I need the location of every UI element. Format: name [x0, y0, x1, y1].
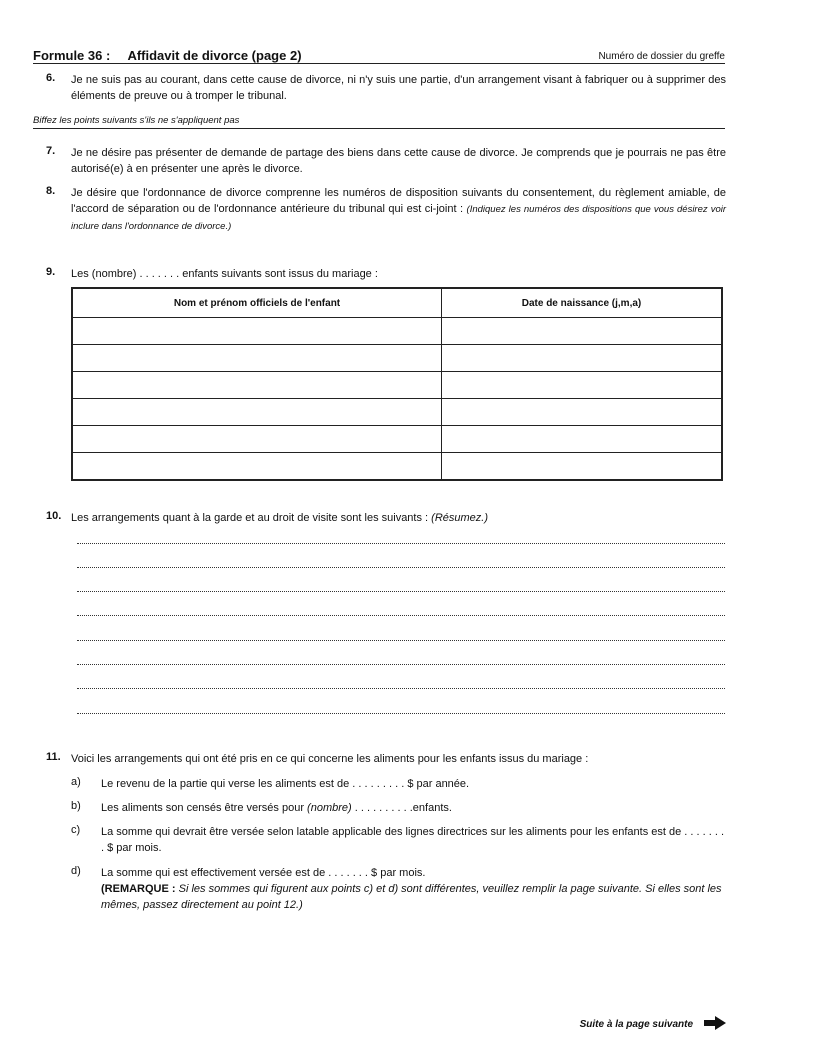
table-row — [72, 372, 722, 399]
table-header-row — [72, 288, 722, 318]
item-8-note: (Indiquez les numéros des dispositions que vous désirez voir inclure dans l'ordonnance de divorce.) — [71, 204, 727, 232]
header-divider — [33, 63, 725, 64]
col-birth-date: Date de naissance (j,m,a) — [442, 288, 723, 318]
item-10-main: Les arrangements quant à la garde et au droit de visite sont les suivants : — [71, 512, 429, 524]
birth-date-cell[interactable] — [442, 453, 723, 481]
sub-b-em: (nombre) — [307, 802, 352, 814]
birth-date-cell[interactable] — [442, 345, 723, 372]
table-row — [72, 426, 722, 453]
dotted-line[interactable] — [77, 615, 725, 616]
col-child-name: Nom et prénom officiels de l'enfant — [72, 288, 442, 318]
sub-a-label: a) — [71, 776, 81, 788]
sub-b-part1: Les aliments son censés être versés pour — [101, 802, 308, 814]
sub-d-text — [101, 865, 727, 913]
sub-c-label: c) — [71, 824, 81, 836]
sub-b-label: b) — [71, 800, 81, 812]
sub-d-main: La somme qui est effectivement versée est de . . . . . . . $ par mois. — [101, 867, 426, 879]
form-title-text: Affidavit de divorce (page 2) — [127, 48, 302, 63]
sub-b-part2: . . . . . . . . . .enfants. — [351, 802, 452, 814]
dotted-line[interactable] — [77, 567, 725, 568]
sub-b-text — [101, 800, 727, 816]
strike-note: Biffez les points suivants s'ils ne s'appliquent pas — [33, 115, 240, 126]
next-page-note: Suite à la page suivante — [579, 1019, 693, 1030]
child-name-cell[interactable] — [72, 453, 442, 481]
sub-d-remark — [101, 881, 727, 913]
remark-label: (REMARQUE : — [101, 883, 176, 895]
form-number: Formule 36 : — [33, 48, 111, 63]
dotted-line[interactable] — [77, 591, 725, 592]
dotted-line[interactable] — [77, 688, 725, 689]
item-9-text: Les (nombre) . . . . . . . enfants suivants sont issus du mariage : — [71, 268, 378, 280]
remark-text: Si les sommes qui figurent aux points c) et d) sont différentes, veuillez remplir la page suivante. Si elles sont les mêmes, passez directement au point 12.) — [101, 883, 722, 911]
birth-date-cell[interactable] — [442, 399, 723, 426]
arrow-right-icon — [704, 1016, 726, 1030]
child-name-cell[interactable] — [72, 399, 442, 426]
item-7-text: Je ne désire pas présenter de demande de partage des biens dans cette cause de divorce. Je comprends que je pourrais ne pas être autorisé(e) à en présenter une après le divorce. — [71, 147, 726, 175]
item-7-number: 7. — [46, 145, 56, 157]
item-11-text: Voici les arrangements qui ont été pris en ce qui concerne les aliments pour les enfants issus du mariage : — [71, 753, 589, 765]
item-8-main: Je désire que l'ordonnance de divorce comprenne les numéros de disposition suivants du consentement, du règlement amiable, de l'accord de séparation ou de l'ordonnance antérieure du tribunal qui est ci-joint : — [71, 187, 726, 215]
dossier-label: Numéro de dossier du greffe — [598, 51, 725, 62]
dotted-line[interactable] — [77, 543, 725, 544]
table-row — [72, 318, 722, 345]
children-table — [71, 287, 723, 481]
dotted-line[interactable] — [77, 713, 725, 714]
birth-date-cell[interactable] — [442, 318, 723, 345]
section-divider — [33, 128, 725, 129]
item-6-text: Je ne suis pas au courant, dans cette cause de divorce, ni n'y suis une partie, d'un arrangement visant à fabriquer ou à supprimer des éléments de preuve ou à tromper le tribunal. — [71, 74, 726, 102]
dotted-line[interactable] — [77, 640, 725, 641]
child-name-cell[interactable] — [72, 372, 442, 399]
table-row — [72, 453, 722, 481]
item-6-number: 6. — [46, 72, 56, 84]
child-name-cell[interactable] — [72, 345, 442, 372]
dotted-line[interactable] — [77, 664, 725, 665]
item-10-text — [71, 510, 726, 526]
form-title — [33, 48, 302, 63]
sub-d-label: d) — [71, 865, 81, 877]
birth-date-cell[interactable] — [442, 426, 723, 453]
item-8-text — [71, 185, 726, 235]
item-10-number: 10. — [46, 510, 62, 522]
child-name-cell[interactable] — [72, 318, 442, 345]
table-row — [72, 399, 722, 426]
item-8-number: 8. — [46, 185, 56, 197]
birth-date-cell[interactable] — [442, 372, 723, 399]
child-name-cell[interactable] — [72, 426, 442, 453]
item-9-number: 9. — [46, 266, 56, 278]
item-10-note: (Résumez.) — [431, 512, 489, 524]
sub-a-text: Le revenu de la partie qui verse les aliments est de . . . . . . . . . $ par année. — [101, 778, 470, 790]
item-11-number: 11. — [46, 751, 61, 763]
sub-c-text: La somme qui devrait être versée selon latable applicable des lignes directrices sur les aliments pour les enfants est de . . . . . . . . $ par mois. — [101, 826, 725, 854]
table-row — [72, 345, 722, 372]
